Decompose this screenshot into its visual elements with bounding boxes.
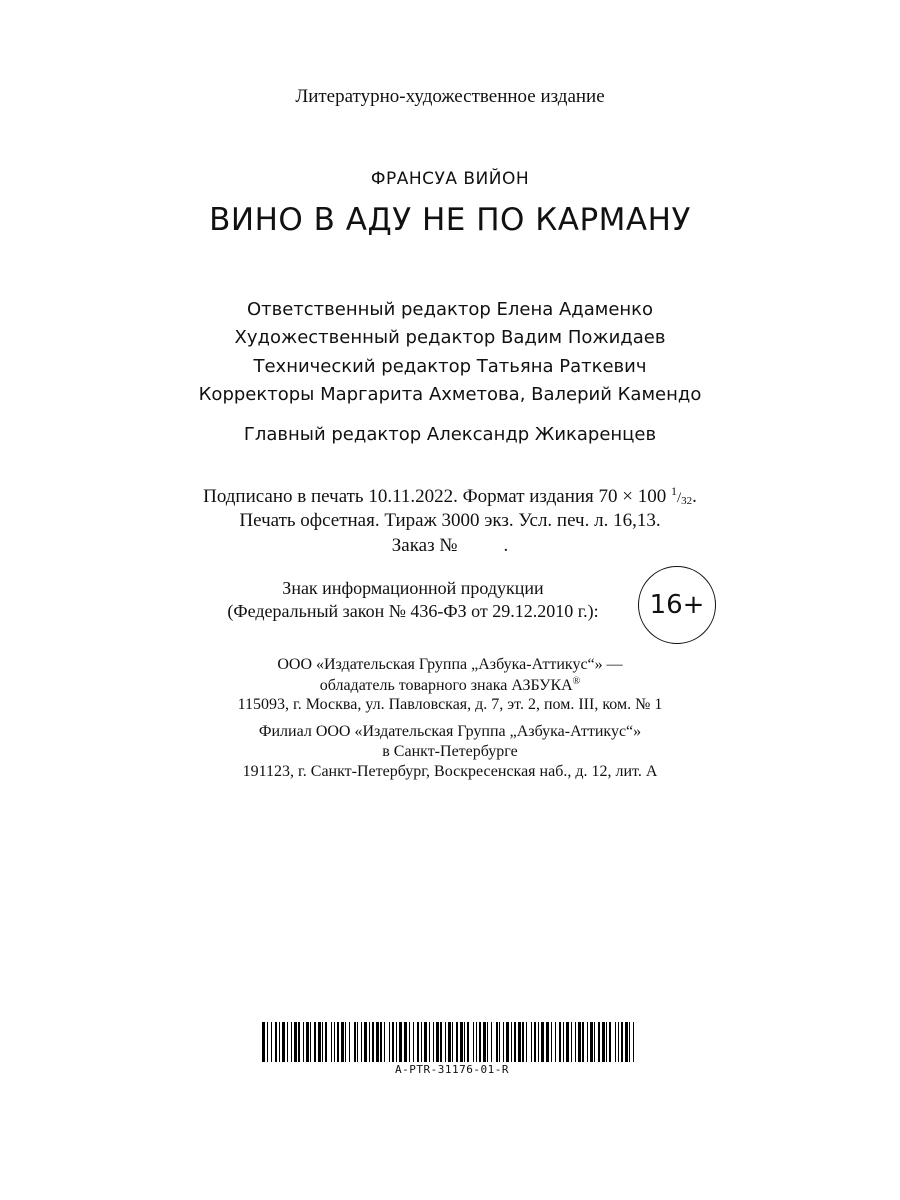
barcode-bar bbox=[322, 1022, 323, 1062]
book-title: ВИНО В АДУ НЕ ПО КАРМАНУ bbox=[209, 202, 691, 238]
credit-technical-editor: Технический редактор Татьяна Раткевич bbox=[253, 356, 647, 377]
barcode-code: A-PTR-31176-01-R bbox=[395, 1063, 509, 1076]
barcode-bar bbox=[448, 1022, 451, 1062]
barcode-bar bbox=[396, 1022, 397, 1062]
barcode-bar bbox=[582, 1022, 584, 1062]
imprint-signed-text: Подписано в печать 10.11.2022. Формат издания 70 × 100 bbox=[203, 486, 667, 507]
imprint-line1-end: . bbox=[692, 486, 697, 507]
barcode-bar bbox=[503, 1022, 504, 1062]
credit-proofreaders: Корректоры Маргарита Ахметова, Валерий Камендо bbox=[198, 384, 702, 405]
barcode-bar bbox=[325, 1022, 327, 1062]
barcode-bar bbox=[499, 1022, 500, 1062]
format-slash: / bbox=[676, 490, 682, 506]
barcode-bar bbox=[341, 1022, 344, 1062]
barcode-bar bbox=[354, 1022, 356, 1062]
imprint-signed-line bbox=[0, 484, 900, 508]
registered-mark: ® bbox=[572, 676, 581, 687]
barcode-bar bbox=[404, 1022, 407, 1062]
barcode-bar bbox=[345, 1022, 346, 1062]
format-denominator: 32 bbox=[681, 495, 693, 507]
barcode-bar bbox=[314, 1022, 316, 1062]
barcode-bar bbox=[424, 1022, 427, 1062]
credit-chief-editor: Главный редактор Александр Жикаренцев bbox=[243, 424, 657, 445]
barcode-bar bbox=[267, 1022, 268, 1062]
barcode-bar bbox=[294, 1022, 297, 1062]
barcode-bar bbox=[514, 1022, 516, 1062]
barcode-bar bbox=[417, 1022, 419, 1062]
barcode-image bbox=[262, 1022, 642, 1062]
barcode-bar bbox=[618, 1022, 619, 1062]
barcode-bar bbox=[361, 1022, 362, 1062]
barcode-bar bbox=[380, 1022, 382, 1062]
barcode-bar bbox=[310, 1022, 311, 1062]
barcode-bar bbox=[364, 1022, 367, 1062]
barcode-bar bbox=[357, 1022, 358, 1062]
barcode-bar bbox=[291, 1022, 292, 1062]
barcode-bar bbox=[275, 1022, 277, 1062]
age-rating-text: 16+ bbox=[649, 590, 705, 620]
barcode-bar bbox=[590, 1022, 593, 1062]
barcode-bar bbox=[526, 1022, 527, 1062]
barcode-bar bbox=[587, 1022, 588, 1062]
credit-art-editor: Художественный редактор Вадим Пожидаев bbox=[234, 327, 666, 348]
barcode-bar bbox=[349, 1022, 350, 1062]
barcode-bar bbox=[598, 1022, 600, 1062]
barcode-bar bbox=[440, 1022, 442, 1062]
barcode-bar bbox=[421, 1022, 422, 1062]
barcode-bar bbox=[337, 1022, 339, 1062]
barcode-bar bbox=[625, 1022, 628, 1062]
barcode-bar bbox=[621, 1022, 623, 1062]
publisher-trademark-text: обладатель товарного знака АЗБУКА bbox=[319, 677, 573, 694]
barcode-bar bbox=[633, 1022, 634, 1062]
barcode-bar bbox=[479, 1022, 481, 1062]
barcode-bar bbox=[571, 1022, 572, 1062]
barcode-bar bbox=[511, 1022, 512, 1062]
barcode-bar bbox=[575, 1022, 576, 1062]
barcode-bar bbox=[436, 1022, 439, 1062]
barcode-bar bbox=[399, 1022, 402, 1062]
barcode-bar bbox=[392, 1022, 394, 1062]
barcode-bar bbox=[487, 1022, 488, 1062]
barcode-bar bbox=[476, 1022, 477, 1062]
publisher-name: ООО «Издательская Группа „Азбука-Аттикус“» — bbox=[277, 656, 623, 673]
barcode-bar bbox=[389, 1022, 390, 1062]
format-numerator: 1 bbox=[670, 484, 677, 498]
branch-name: Филиал ООО «Издательская Группа „Азбука-Аттикус“» bbox=[258, 723, 642, 740]
publisher-trademark-line bbox=[0, 676, 900, 695]
barcode-bar bbox=[522, 1022, 524, 1062]
publisher-address: 115093, г. Москва, ул. Павловская, д. 7, эт. 2, пом. III, ком. № 1 bbox=[237, 696, 663, 713]
barcode-bar bbox=[334, 1022, 335, 1062]
barcode-bar bbox=[372, 1022, 374, 1062]
barcode-bar bbox=[563, 1022, 564, 1062]
barcode-bar bbox=[483, 1022, 486, 1062]
info-sign-label: Знак информационной продукции bbox=[282, 578, 544, 598]
barcode-bar bbox=[287, 1022, 288, 1062]
barcode-bar bbox=[369, 1022, 370, 1062]
barcode-bar bbox=[578, 1022, 581, 1062]
age-rating-badge bbox=[638, 566, 716, 644]
barcode-bar bbox=[506, 1022, 509, 1062]
barcode-bar bbox=[473, 1022, 474, 1062]
edition-type: Литературно-художественное издание bbox=[295, 86, 605, 107]
order-end: . bbox=[503, 535, 509, 556]
order-label: Заказ № bbox=[391, 535, 458, 556]
barcode-bar bbox=[531, 1022, 532, 1062]
barcode-bar bbox=[467, 1022, 469, 1062]
barcode-bar bbox=[629, 1022, 630, 1062]
barcode-bar bbox=[376, 1022, 379, 1062]
barcode-bar bbox=[609, 1022, 611, 1062]
branch-city: в Санкт-Петербурге bbox=[382, 743, 518, 760]
branch-address: 191123, г. Санкт-Петербург, Воскресенская наб., д. 12, лит. А bbox=[242, 763, 658, 780]
barcode-bar bbox=[538, 1022, 539, 1062]
barcode-bar bbox=[606, 1022, 607, 1062]
barcode-bar bbox=[271, 1022, 272, 1062]
barcode-bar bbox=[559, 1022, 561, 1062]
barcode-bar bbox=[496, 1022, 498, 1062]
barcode-bar bbox=[452, 1022, 453, 1062]
barcode-bar bbox=[303, 1022, 304, 1062]
barcode-bar bbox=[282, 1022, 285, 1062]
barcode-bar bbox=[491, 1022, 492, 1062]
barcode-bar bbox=[546, 1022, 549, 1062]
barcode-bar bbox=[456, 1022, 458, 1062]
barcode-bar bbox=[551, 1022, 552, 1062]
barcode-bar bbox=[318, 1022, 321, 1062]
credit-responsible-editor: Ответственный редактор Елена Адаменко bbox=[246, 299, 654, 320]
barcode-bar bbox=[262, 1022, 265, 1062]
barcode-bar bbox=[594, 1022, 595, 1062]
author-name: ФРАНСУА ВИЙОН bbox=[370, 169, 530, 189]
barcode-bar bbox=[429, 1022, 430, 1062]
barcode-bar bbox=[306, 1022, 309, 1062]
imprint-order-line bbox=[0, 535, 900, 557]
barcode-bar bbox=[279, 1022, 280, 1062]
barcode-bar bbox=[409, 1022, 410, 1062]
info-sign-law: (Федеральный закон № 436-ФЗ от 29.12.2010 г.): bbox=[227, 601, 599, 621]
barcode-bar bbox=[413, 1022, 414, 1062]
imprint-print-run: Печать офсетная. Тираж 3000 экз. Усл. печ. л. 16,13. bbox=[239, 510, 661, 531]
barcode-bar bbox=[602, 1022, 605, 1062]
barcode-bar bbox=[384, 1022, 385, 1062]
barcode-bar bbox=[518, 1022, 521, 1062]
barcode-bar bbox=[445, 1022, 446, 1062]
barcode-bar bbox=[566, 1022, 569, 1062]
barcode-bar bbox=[460, 1022, 463, 1062]
barcode-bar bbox=[433, 1022, 434, 1062]
barcode-bar bbox=[331, 1022, 332, 1062]
barcode-bar bbox=[541, 1022, 544, 1062]
barcode-bar bbox=[464, 1022, 465, 1062]
barcode-bar bbox=[615, 1022, 616, 1062]
barcode-bar bbox=[534, 1022, 536, 1062]
barcode-bar bbox=[298, 1022, 300, 1062]
barcode-bar bbox=[555, 1022, 556, 1062]
